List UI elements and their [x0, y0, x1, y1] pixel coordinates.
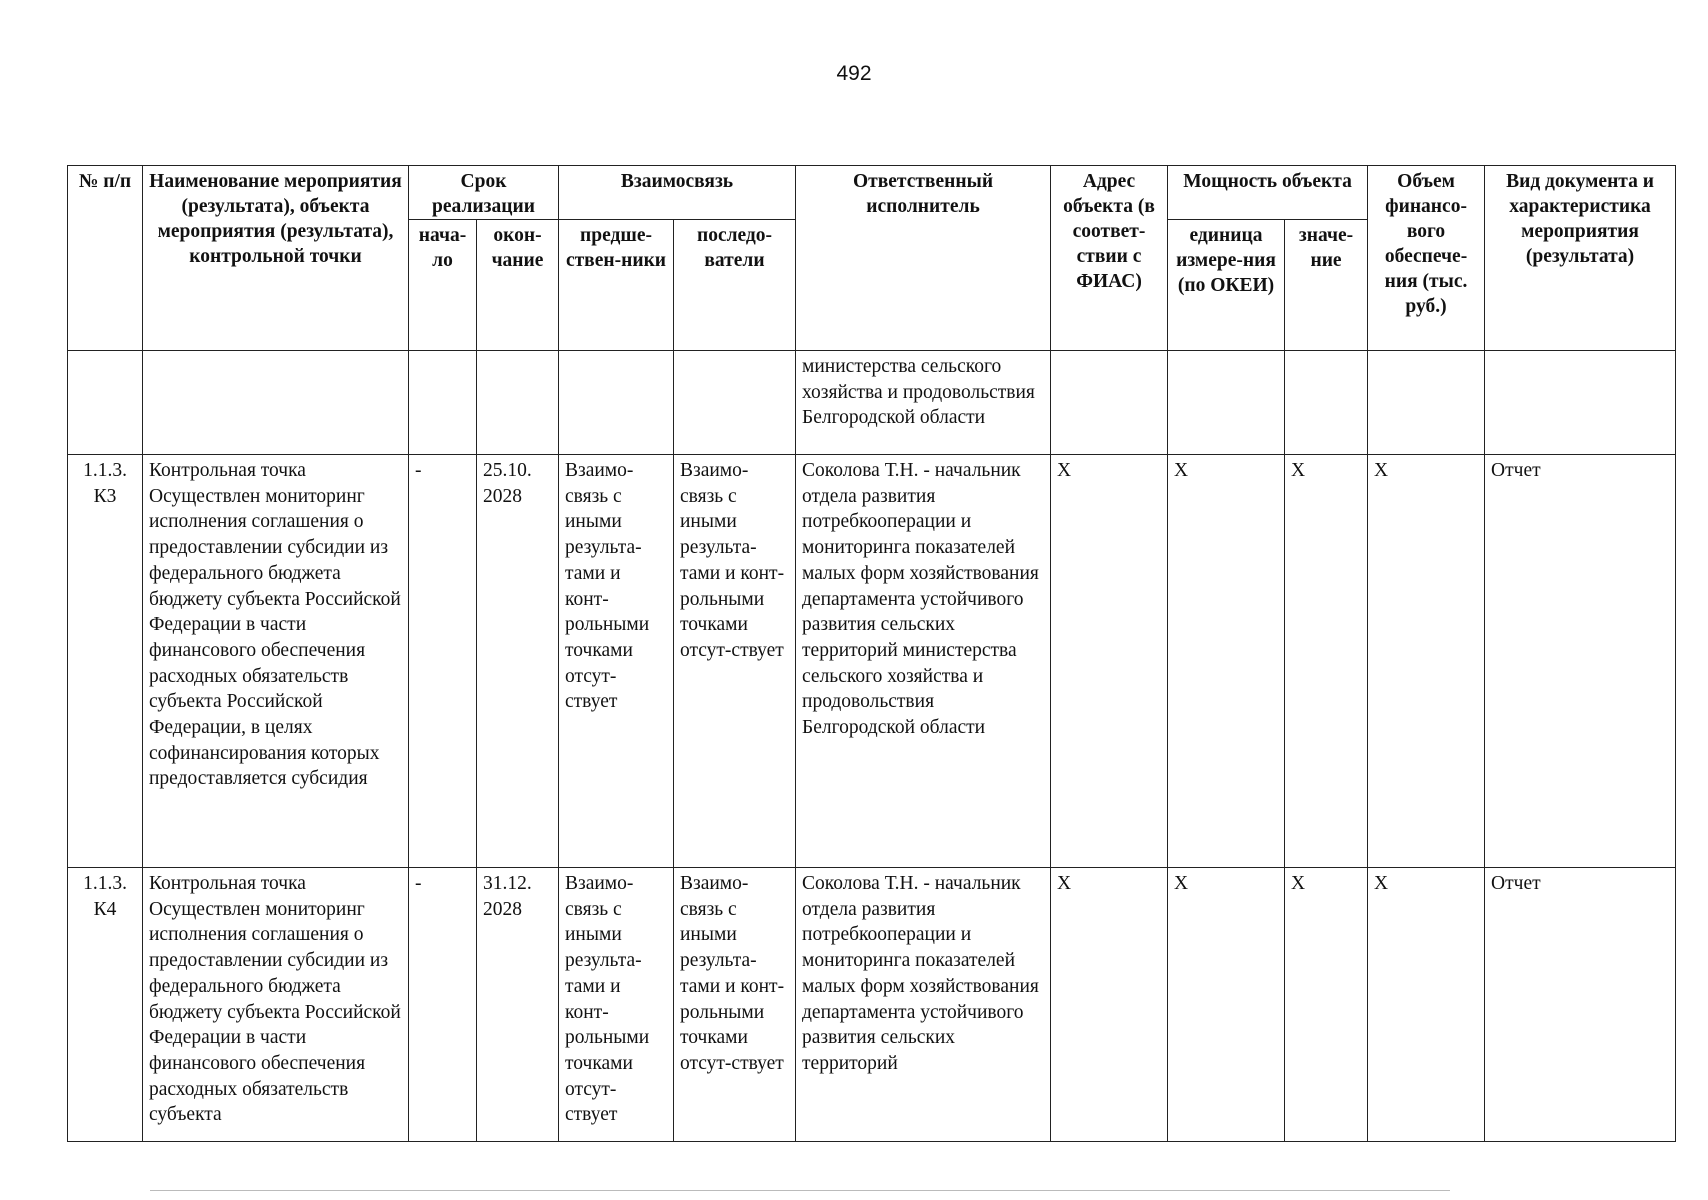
header-row-1	[68, 166, 1676, 220]
cell-value	[1285, 351, 1368, 455]
header-num: № п/п	[68, 166, 143, 351]
header-name: Наименование мероприятия (результата), объекта мероприятия (результата), контрольной точки	[143, 166, 409, 351]
header-term: Срок реализации	[409, 166, 559, 220]
header-term-start: нача-ло	[409, 220, 477, 351]
cell-num: 1.1.3. К3	[68, 455, 143, 868]
cell-address: X	[1051, 455, 1168, 868]
cell-prev	[559, 351, 674, 455]
cell-unit: X	[1168, 455, 1285, 868]
cell-start	[409, 351, 477, 455]
cell-name: Контрольная точка Осуществлен мониторинг исполнения соглашения о предоставлении субсидии из федерального бюджета бюджету субъекта Российской Федерации в части финансового обеспечения расходных обязательств субъекта Российской Федерации, в целях софинансирования которых предоставляется субсидия	[143, 455, 409, 868]
cell-end: 31.12. 2028	[477, 868, 559, 1142]
cell-responsible: Соколова Т.Н. - начальник отдела развития потребкооперации и мониторинга показателей малых форм хозяйствования департамента устойчивого развития сельских территорий	[796, 868, 1051, 1142]
header-responsible: Ответственный исполнитель	[796, 166, 1051, 351]
cell-doc: Отчет	[1485, 868, 1676, 1142]
cell-start: -	[409, 455, 477, 868]
table-row	[68, 455, 1676, 868]
cell-start: -	[409, 868, 477, 1142]
cell-responsible: министерства сельского хозяйства и продовольствия Белгородской области	[796, 351, 1051, 455]
header-value: значе-ние	[1285, 220, 1368, 351]
cell-finance: X	[1368, 455, 1485, 868]
cell-end	[477, 351, 559, 455]
cell-prev: Взаимо-связь с иными результа-тами и конт-рольными точками отсут-ствует	[559, 455, 674, 868]
plan-table	[67, 165, 1676, 1142]
header-address: Адрес объекта (в соответ-ствии с ФИАС)	[1051, 166, 1168, 351]
header-link-prev: предше-ствен-ники	[559, 220, 674, 351]
table-row	[68, 868, 1676, 1142]
cell-address: X	[1051, 868, 1168, 1142]
cell-unit: X	[1168, 868, 1285, 1142]
cell-value: X	[1285, 868, 1368, 1142]
cell-prev: Взаимо-связь с иными результа-тами и конт-рольными точками отсут-ствует	[559, 868, 674, 1142]
cell-next: Взаимо-связь с иными результа-тами и конт-рольными точками отсут-ствует	[674, 868, 796, 1142]
cell-doc: Отчет	[1485, 455, 1676, 868]
cell-num	[68, 351, 143, 455]
cell-next: Взаимо-связь с иными результа-тами и конт-рольными точками отсут-ствует	[674, 455, 796, 868]
header-finance: Объем финансо-вого обеспече-ния (тыс. руб.)	[1368, 166, 1485, 351]
header-unit: единица измере-ния (по ОКЕИ)	[1168, 220, 1285, 351]
header-doc: Вид документа и характеристика мероприятия (результата)	[1485, 166, 1676, 351]
cell-finance: X	[1368, 868, 1485, 1142]
cell-name: Контрольная точка Осуществлен мониторинг исполнения соглашения о предоставлении субсидии из федерального бюджета бюджету субъекта Российской Федерации в части финансового обеспечения расходных обязательств субъекта	[143, 868, 409, 1142]
cell-unit	[1168, 351, 1285, 455]
page-number: 492	[836, 62, 872, 85]
cell-next	[674, 351, 796, 455]
cell-address	[1051, 351, 1168, 455]
cell-end: 25.10. 2028	[477, 455, 559, 868]
cell-doc	[1485, 351, 1676, 455]
header-link: Взаимосвязь	[559, 166, 796, 220]
cell-responsible: Соколова Т.Н. - начальник отдела развития потребкооперации и мониторинга показателей малых форм хозяйствования департамента устойчивого развития сельских территорий министерства сельского хозяйства и продовольствия Белгородской области	[796, 455, 1051, 868]
header-term-end: окон-чание	[477, 220, 559, 351]
cell-value: X	[1285, 455, 1368, 868]
cell-finance	[1368, 351, 1485, 455]
bottom-divider	[150, 1190, 1450, 1191]
header-link-next: последо-ватели	[674, 220, 796, 351]
cell-name	[143, 351, 409, 455]
table-row	[68, 351, 1676, 455]
cell-num: 1.1.3. К4	[68, 868, 143, 1142]
header-capacity: Мощность объекта	[1168, 166, 1368, 220]
